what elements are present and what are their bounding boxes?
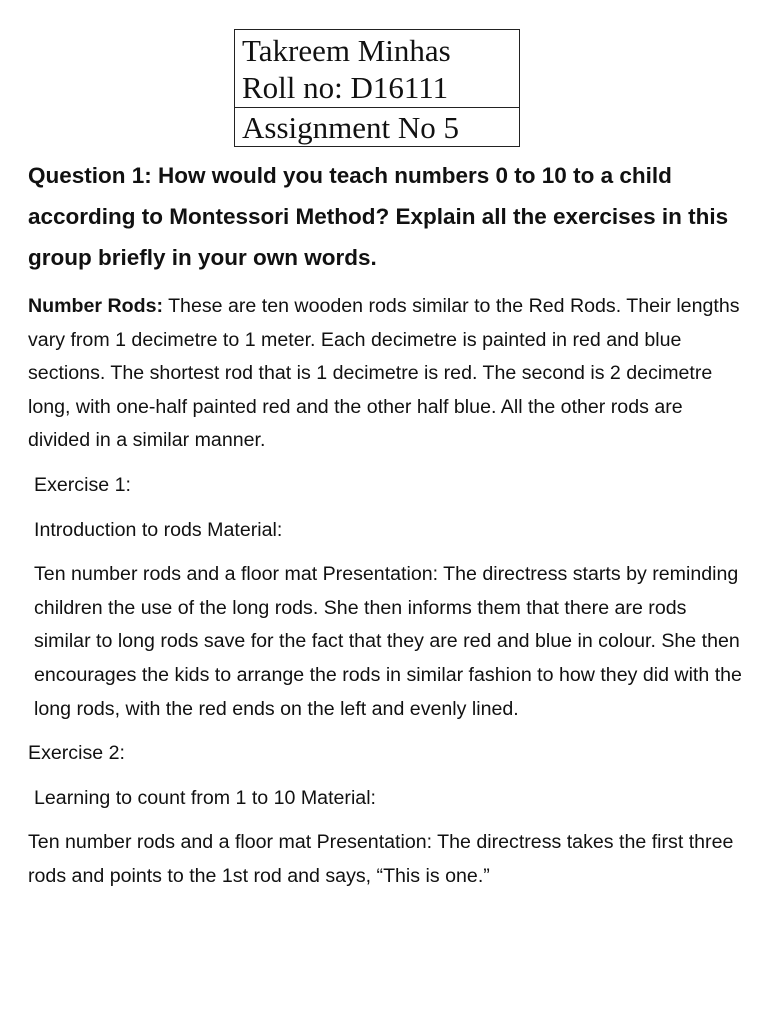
assignment-cell [235, 108, 519, 146]
exercise2-title: Learning to count from 1 to 10 Material: [34, 786, 376, 809]
number-rods-paragraph [28, 290, 748, 458]
assignment-number: Assignment No 5 [242, 110, 459, 145]
question-heading: Question 1: How would you teach numbers 0 to 10 to a child according to Montessori Method? Explain all the exercises in this group briefly in your own words. [28, 163, 729, 270]
number-rods-label: Number Rods: [28, 295, 163, 317]
number-rods-text: These are ten wooden rods similar to the Red Rods. Their lengths vary from 1 decimetre to 1 meter. Each decimetre is painted in red and blue sections. The shortest rod that is 1 decimetre is red. The second is 2 decimetre long, with one-half painted red and the other half blue. All the other rods are divided in a similar manner. [28, 295, 740, 452]
exercise1-title: Introduction to rods Material: [34, 518, 283, 541]
exercise1-text: Ten number rods and a floor mat Presentation: The directress starts by reminding children the use of the long rods. She then informs them that there are rods similar to long rods save for the fact that they are red and blue in colour. She then encourages the kids to arrange the rods in similar fashion to how they did with the long rods, with the red ends on the left and evenly lined. [34, 563, 742, 720]
student-name: Takreem Minhas [242, 33, 451, 68]
exercise2-text: Ten number rods and a floor mat Presentation: The directress takes the first three rods and points to the 1st rod and says, “This is one.” [28, 831, 734, 887]
student-info-cell [235, 30, 519, 108]
answer-body [28, 290, 748, 905]
exercise1-heading: Exercise 1: [34, 473, 131, 496]
exercise2-heading: Exercise 2: [28, 742, 125, 765]
roll-number: Roll no: D16111 [242, 70, 449, 105]
header-box [234, 29, 520, 147]
